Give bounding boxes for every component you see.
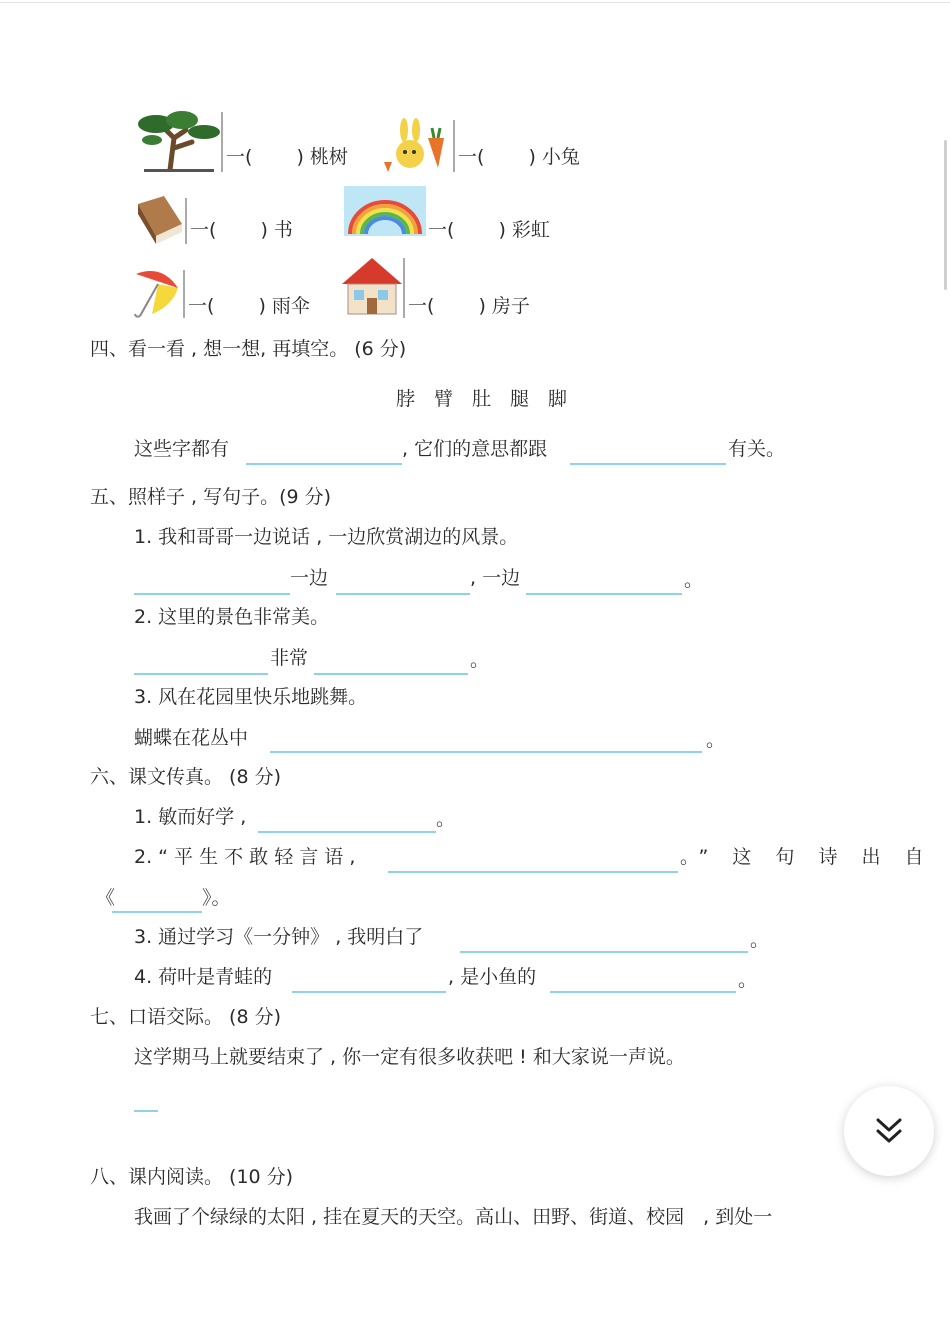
answer-line[interactable] bbox=[570, 463, 726, 465]
top-divider bbox=[0, 2, 950, 3]
peach-tree-picture bbox=[134, 108, 224, 172]
section-6-q3-start: 3. 通过学习《一分钟》 , 我明白了 bbox=[134, 926, 424, 948]
section-4-heading: 四、看一看 , 想一想, 再填空。 (6 分) bbox=[90, 338, 407, 360]
section-6-q1-end: 。 bbox=[436, 808, 456, 830]
section-6-q3-end: 。 bbox=[750, 929, 770, 951]
book-picture bbox=[134, 194, 188, 244]
house-picture bbox=[338, 254, 406, 318]
section-6-q1-start: 1. 敏而好学 , bbox=[134, 806, 247, 828]
double-chevron-down-icon bbox=[872, 1114, 906, 1148]
answer-line[interactable] bbox=[246, 463, 402, 465]
section-5-heading: 五、照样子 , 写句子。(9 分) bbox=[90, 486, 332, 508]
section-8-text: 我画了个绿绿的太阳 , 挂在夏天的天空。高山、田野、街道、校园 , 到处一 bbox=[134, 1206, 773, 1228]
answer-line[interactable] bbox=[134, 1110, 158, 1112]
rainbow-picture bbox=[344, 186, 426, 244]
section-6-q2-close: 》。 bbox=[202, 887, 231, 909]
blank-peach-tree: 一( ) 桃树 bbox=[226, 146, 348, 168]
section-8-heading: 八、课内阅读。 (10 分) bbox=[90, 1166, 294, 1188]
body-part-chars: 脖 臂 肚 腿 脚 bbox=[396, 388, 568, 410]
section-4-text-a: 这些字都有 bbox=[134, 438, 230, 460]
scrollbar[interactable] bbox=[944, 140, 947, 290]
answer-line[interactable] bbox=[388, 871, 678, 873]
section-5-q1-mid1: 一边 bbox=[290, 567, 329, 589]
section-7-prompt: 这学期马上就要结束了 , 你一定有很多收获吧 ! 和大家说一声说。 bbox=[134, 1046, 685, 1068]
section-5-q3-end: 。 bbox=[706, 729, 726, 751]
section-6-q2-end: 。” 这 句 诗 出 自 bbox=[680, 846, 933, 868]
blank-book: 一( ) 书 bbox=[190, 219, 293, 241]
section-6-q4-end: 。 bbox=[738, 969, 758, 991]
section-6-heading: 六、课文传真。 (8 分) bbox=[90, 766, 281, 788]
section-6-q4-mid: , 是小鱼的 bbox=[448, 966, 537, 988]
section-5-q3: 3. 风在花园里快乐地跳舞。 bbox=[134, 686, 368, 708]
rabbit-picture bbox=[380, 118, 456, 172]
section-5-q1: 1. 我和哥哥一边说话 , 一边欣赏湖边的风景。 bbox=[134, 526, 519, 548]
answer-line[interactable] bbox=[134, 593, 290, 595]
answer-line[interactable] bbox=[526, 593, 682, 595]
blank-rainbow: 一( ) 彩虹 bbox=[428, 219, 550, 241]
section-5-q2: 2. 这里的景色非常美。 bbox=[134, 606, 330, 628]
answer-line[interactable] bbox=[270, 751, 702, 753]
answer-line[interactable] bbox=[460, 951, 748, 953]
section-5-q3-start: 蝴蝶在花丛中 bbox=[134, 727, 249, 749]
answer-line[interactable] bbox=[550, 991, 736, 993]
section-6-q2-open: 《 bbox=[96, 887, 116, 909]
scroll-down-button[interactable] bbox=[844, 1086, 934, 1176]
answer-line[interactable] bbox=[314, 673, 468, 675]
section-6-q4-start: 4. 荷叶是青蛙的 bbox=[134, 966, 273, 988]
section-5-q1-end: 。 bbox=[684, 569, 704, 591]
answer-line[interactable] bbox=[258, 831, 436, 833]
section-4-text-b: , 它们的意思都跟 bbox=[402, 438, 548, 460]
section-5-q2-end: 。 bbox=[470, 649, 490, 671]
blank-rabbit: 一( ) 小兔 bbox=[458, 146, 580, 168]
section-7-heading: 七、口语交际。 (8 分) bbox=[90, 1006, 281, 1028]
blank-umbrella: 一( ) 雨伞 bbox=[188, 295, 310, 317]
section-5-q1-mid2: , 一边 bbox=[470, 567, 521, 589]
blank-house: 一( ) 房子 bbox=[408, 295, 530, 317]
umbrella-picture bbox=[132, 266, 186, 318]
answer-line[interactable] bbox=[292, 991, 446, 993]
section-5-q2-mid: 非常 bbox=[270, 647, 309, 669]
answer-line[interactable] bbox=[112, 911, 202, 913]
answer-line[interactable] bbox=[134, 673, 268, 675]
section-4-text-c: 有关。 bbox=[728, 438, 786, 460]
answer-line[interactable] bbox=[336, 593, 470, 595]
section-6-q2-start: 2. “ 平 生 不 敢 轻 言 语 , bbox=[134, 846, 356, 868]
